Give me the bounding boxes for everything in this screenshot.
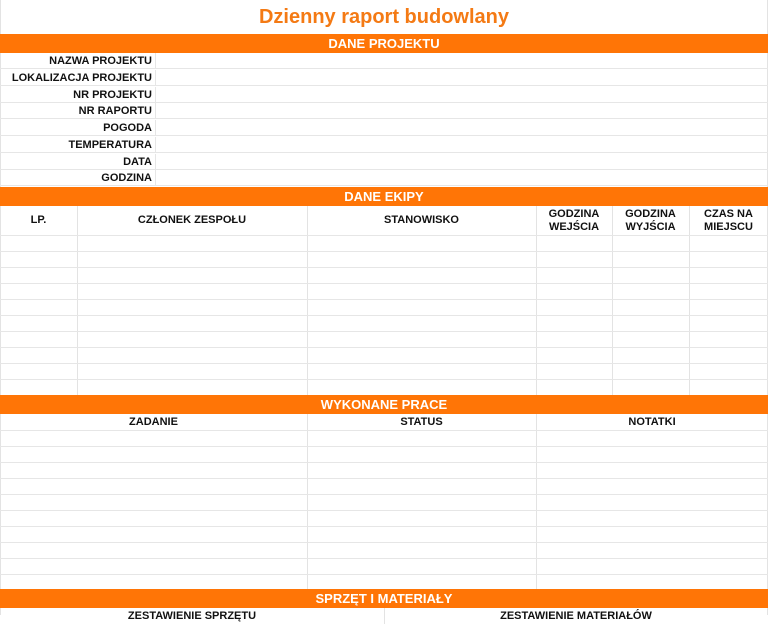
work-header-notes: NOTATKI [628,415,676,428]
equipment-divider [384,608,385,624]
project-field-label: TEMPERATURA [68,138,152,151]
work-table-row[interactable] [0,526,768,527]
crew-table-row[interactable] [0,267,768,268]
project-field-row [0,87,768,103]
project-field-label: NR PROJEKTU [73,88,152,101]
project-field-row [0,53,768,69]
work-column-divider [307,414,308,589]
work-column-divider [536,414,537,589]
section-band-equipment: SPRZĘT I MATERIAŁY [0,589,768,608]
project-field-row [0,170,768,186]
work-table [0,414,768,589]
work-header-status: STATUS [400,415,443,428]
crew-table-row[interactable] [0,363,768,364]
crew-table-row[interactable] [0,299,768,300]
crew-table-row[interactable] [0,315,768,316]
project-field-value[interactable] [155,170,768,185]
crew-table-row[interactable] [0,235,768,236]
project-field-label: GODZINA [101,172,152,185]
project-field-value[interactable] [155,137,768,152]
work-header-task: ZADANIE [129,415,178,428]
crew-header-member: CZŁONEK ZESPOŁU [137,214,247,226]
section-band-crew: DANE EKIPY [0,187,768,206]
work-table-row[interactable] [0,430,768,431]
work-table-row[interactable] [0,574,768,575]
crew-table [0,206,768,395]
work-table-row[interactable] [0,494,768,495]
project-field-label: DATA [123,155,152,168]
work-table-row[interactable] [0,542,768,543]
project-field-value[interactable] [155,87,768,102]
work-table-row[interactable] [0,462,768,463]
work-table-row[interactable] [0,558,768,559]
project-field-value[interactable] [155,103,768,118]
crew-header-time-out: GODZINA WYJŚCIA [625,207,676,233]
project-field-label: NR RAPORTU [78,105,152,118]
crew-header-time-onsite: CZAS NA MIEJSCU [704,207,753,233]
crew-table-row[interactable] [0,379,768,380]
project-field-row [0,120,768,136]
work-table-row[interactable] [0,478,768,479]
project-field-value[interactable] [155,154,768,169]
project-field-value[interactable] [155,53,768,68]
crew-table-row[interactable] [0,283,768,284]
project-field-row [0,70,768,86]
section-band-project: DANE PROJEKTU [0,34,768,53]
equipment-header-gear: ZESTAWIENIE SPRZĘTU [127,609,257,622]
crew-table-row[interactable] [0,331,768,332]
work-table-row[interactable] [0,446,768,447]
section-band-work: WYKONANE PRACE [0,395,768,414]
equipment-header-materials: ZESTAWIENIE MATERIAŁÓW [500,609,652,622]
crew-header-position: STANOWISKO [384,214,459,226]
crew-header-time-in: GODZINA WEJŚCIA [548,207,600,233]
report-title: Dzienny raport budowlany [258,6,510,28]
crew-header-lp: LP. [30,214,47,226]
crew-table-row[interactable] [0,251,768,252]
project-field-label: NAZWA PROJEKTU [49,55,152,67]
project-field-value[interactable] [155,70,768,85]
project-field-label: POGODA [103,122,152,134]
project-field-label: LOKALIZACJA PROJEKTU [11,71,152,84]
project-field-row [0,137,768,153]
project-field-row [0,154,768,170]
equipment-table [0,608,768,622]
crew-table-row[interactable] [0,347,768,348]
project-field-value[interactable] [155,120,768,135]
project-field-row [0,103,768,119]
work-table-row[interactable] [0,510,768,511]
